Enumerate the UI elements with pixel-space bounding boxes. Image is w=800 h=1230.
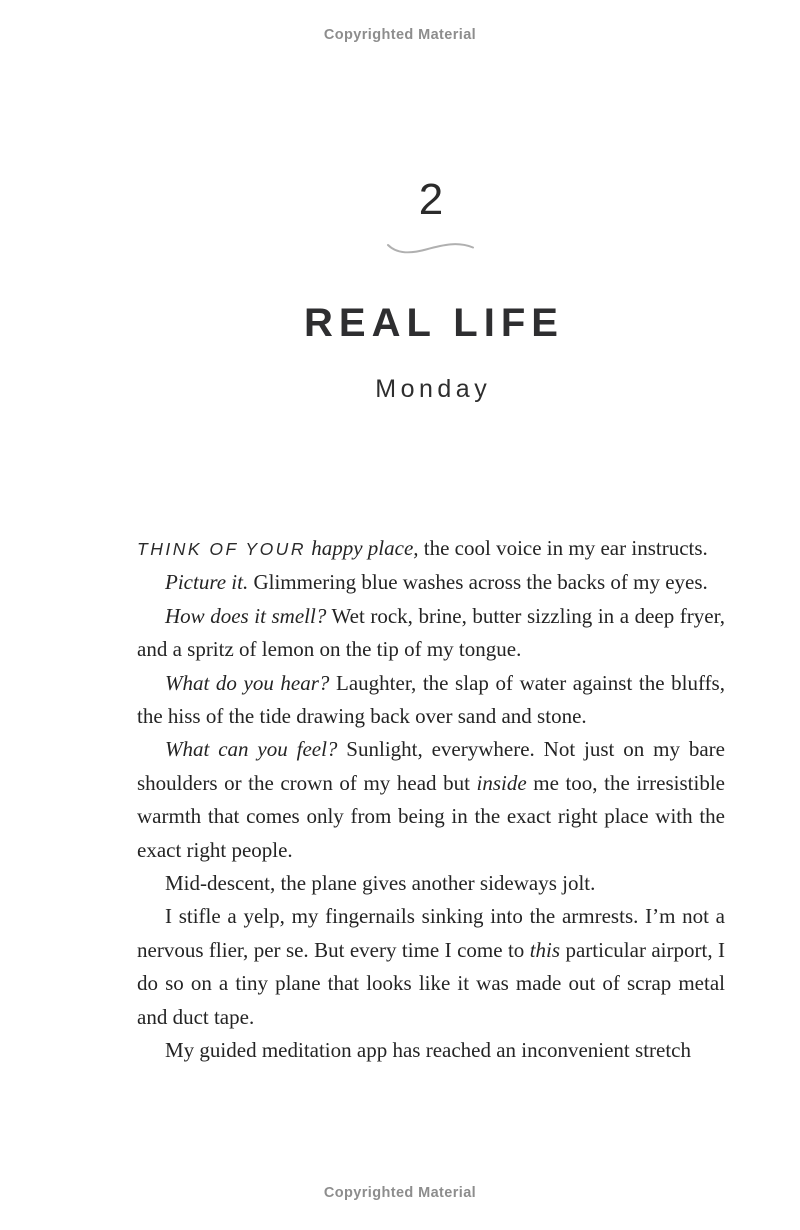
text-segment: this bbox=[529, 937, 561, 962]
text-segment: Laughter, the slap of water against the bluffs, the hiss of the tide drawing back over sand and stone. bbox=[137, 670, 725, 729]
text-segment: me too, the irresistible warmth that comes only from being in the exact right place with the exact right people. bbox=[137, 770, 725, 862]
copyright-notice-bottom: Copyrighted Material bbox=[323, 1185, 477, 1201]
chapter-title: REAL LIFE bbox=[304, 301, 564, 345]
paragraph bbox=[137, 566, 725, 599]
body-text bbox=[137, 532, 725, 1068]
text-segment: What can you feel? bbox=[165, 737, 338, 762]
paragraph bbox=[137, 733, 725, 867]
text-segment: What do you hear? bbox=[165, 670, 330, 695]
text-segment: THINK OF YOUR bbox=[137, 539, 306, 559]
text-segment: Wet rock, brine, butter sizzling in a deep fryer, and a spritz of lemon on the tip of my tongue. bbox=[137, 603, 725, 662]
text-segment: inside bbox=[476, 770, 527, 795]
text-segment: the cool voice in my ear instructs. bbox=[418, 536, 708, 560]
text-segment: happy place, bbox=[305, 536, 419, 560]
chapter-subtitle: Monday bbox=[375, 375, 492, 403]
wave-squiggle-icon bbox=[137, 240, 725, 261]
paragraph bbox=[137, 532, 725, 566]
paragraph bbox=[137, 900, 725, 1034]
text-segment: Mid-descent, the plane gives another sideways jolt. bbox=[165, 871, 596, 896]
paragraph bbox=[137, 1034, 725, 1067]
text-segment: I stifle a yelp, my fingernails sinking into the armrests. I’m not a nervous flier, per se. But every time I come to bbox=[137, 904, 725, 962]
text-segment: Picture it. bbox=[165, 570, 249, 595]
text-segment: How does it smell? bbox=[165, 603, 327, 628]
chapter-number: 2 bbox=[418, 175, 444, 224]
paragraph bbox=[137, 600, 725, 667]
copyright-notice-top: Copyrighted Material bbox=[323, 27, 477, 43]
text-segment: particular airport, I do so on a tiny plane that looks like it was made out of scrap metal and duct tape. bbox=[137, 937, 725, 1029]
text-segment: My guided meditation app has reached an inconvenient stretch bbox=[165, 1038, 691, 1063]
text-segment: Glimmering blue washes across the backs of my eyes. bbox=[248, 570, 708, 595]
paragraph bbox=[137, 667, 725, 734]
text-segment: Sunlight, everywhere. Not just on my bare shoulders or the crown of my head but bbox=[137, 737, 725, 795]
paragraph bbox=[137, 867, 725, 900]
